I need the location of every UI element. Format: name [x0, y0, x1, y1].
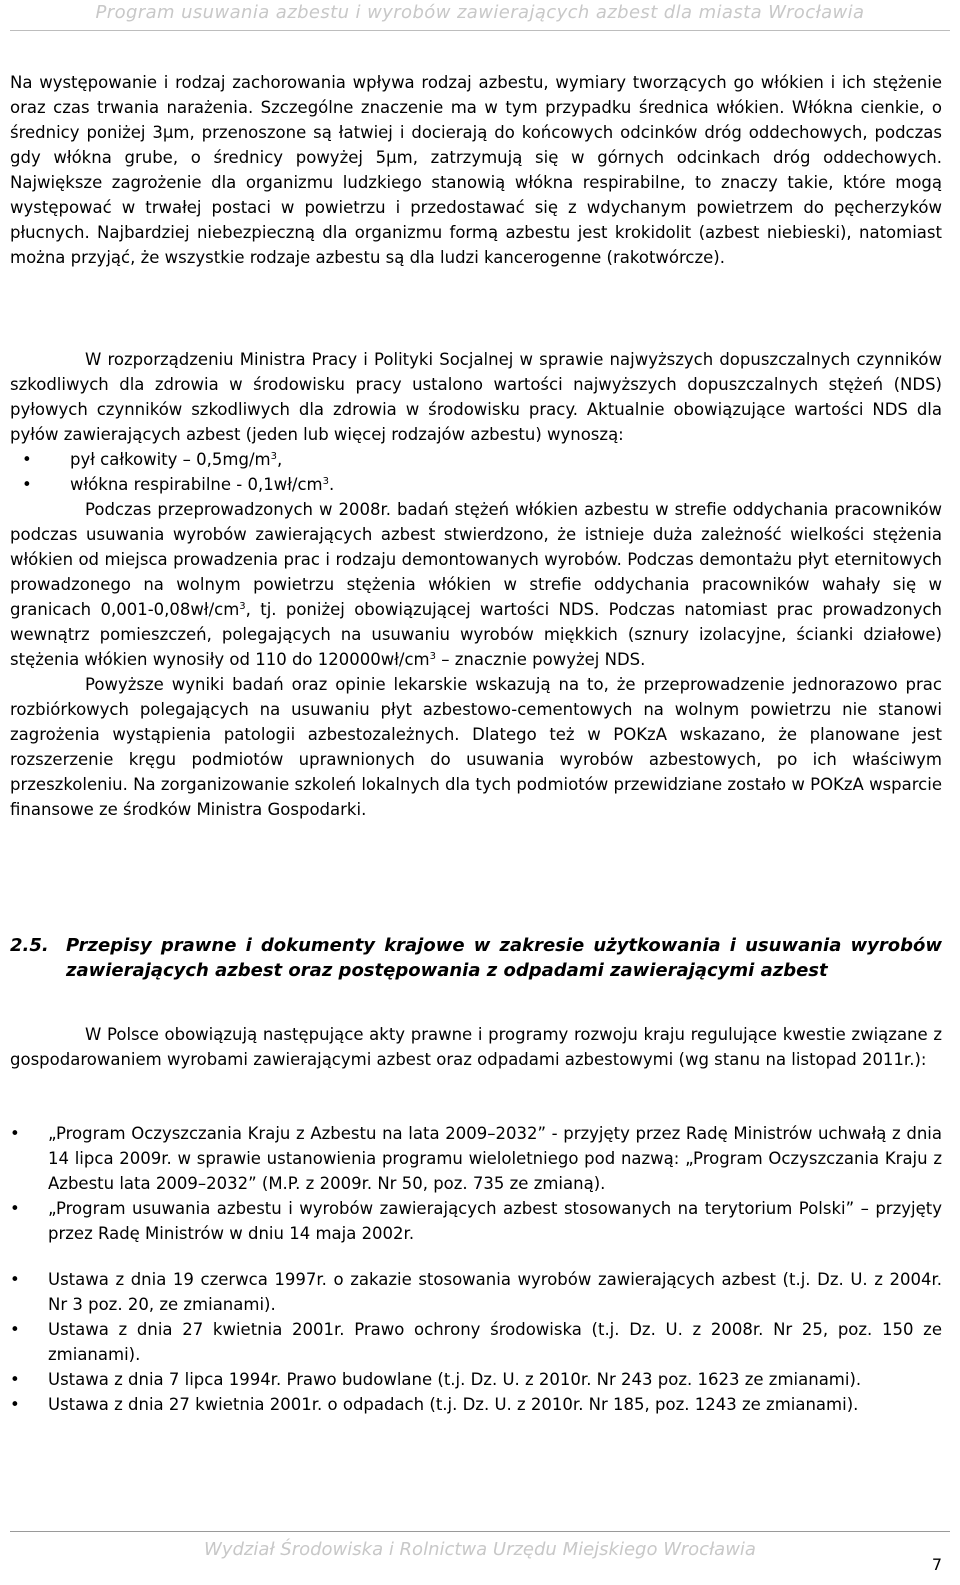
list-item: • „Program usuwania azbestu i wyrobów zawierających azbest stosowanych na terytorium Polski” – przyjęty przez Radę Ministrów w dniu 14 maja 2002r.: [10, 1196, 942, 1246]
paragraph-legal-intro-block: [10, 1022, 942, 1072]
running-header: Program usuwania azbestu i wyrobów zawierających azbest dla miasta Wrocławia: [10, 2, 950, 31]
list-item: • Ustawa z dnia 27 kwietnia 2001r. o odpadach (t.j. Dz. U. z 2010r. Nr 185, poz. 1243 ze zmianami).: [10, 1392, 942, 1417]
section-heading: [10, 933, 942, 983]
running-footer: Wydział Środowiska i Rolnictwa Urzędu Miejskiego Wrocławia: [204, 1539, 756, 1560]
list-item: • „Program Oczyszczania Kraju z Azbestu na lata 2009–2032” - przyjęty przez Radę Ministrów uchwałą z dnia 14 lipca 2009r. w sprawie ustanowienia programu wieloletniego pod nazwą: „Program Oczyszczania Kraju z Azbestu lata 2009–2032” (M.P. z 2009r. Nr 50, poz. 735 ze zmianą).: [10, 1121, 942, 1196]
paragraph-nds-block: [10, 347, 942, 822]
acts-list: [10, 1267, 942, 1417]
list-item: • włókna respirabilne - $0,1wł/cm^3$.: [10, 472, 942, 497]
section-title: Przepisy prawne i dokumenty krajowe w zakresie użytkowania i usuwania wyrobów zawierających azbest oraz postępowania z odpadami zawierającymi azbest: [66, 935, 942, 981]
paragraph-conclusions: Powyższe wyniki badań oraz opinie lekarskie wskazują na to, że przeprowadzenie jednorazowo prac rozbiórkowych polegających na usuwaniu płyt azbestowo-cementowych na wolnym powietrzu nie stanowi zagrożenia wystąpienia patologii azbestozależnych. Dlatego też w POKzA wskazano, że planowane jest rozszerzenie kręgu podmiotów uprawnionych do usuwania wyrobów azbestowych, po ich właściwym przeszkoleniu. Na zorganizowanie szkoleń lokalnych dla tych podmiotów przewidziane zostało w POKzA wsparcie finansowe ze środków Ministra Gospodarki.: [10, 675, 942, 819]
nds-values-list: [10, 447, 942, 497]
acts-block: [10, 1267, 942, 1417]
paragraph-text: Na występowanie i rodzaj zachorowania wpływa rodzaj azbestu, wymiary tworzących go włókien i ich stężenie oraz czas trwania narażenia. Szczególne znaczenie ma w tym przypadku średnica włókien. Włókna cienkie, o średnicy poniżej 3µm, przenoszone są łatwiej i docierają do końcowych odcinków dróg oddechowych, podczas gdy włókna grube, o średnicy powyżej 5µm, zatrzymują się w górnych odcinkach dróg oddechowych. Największe zagrożenie dla organizmu ludzkiego stanowią włókna respirabilne, to znaczy takie, które mogą występować w trwałej postaci w powietrzu i przedostawać się z wdychanym powietrzem do pęcherzyków płucnych. Najbardziej niebezpieczną dla organizmu formą azbestu jest krokidolit (azbest niebieski), natomiast można przyjąć, że wszystkie rodzaje azbestu są dla ludzi kancerogenne (rakotwórcze).: [10, 73, 942, 267]
page-number: 7: [931, 1555, 942, 1574]
section-number: 2.5.: [10, 935, 49, 956]
list-item: • pył całkowity – $0,5mg/m^3$,: [10, 447, 942, 472]
programs-list: [10, 1121, 942, 1246]
footer-divider: [10, 1531, 950, 1532]
list-item: • Ustawa z dnia 19 czerwca 1997r. o zakazie stosowania wyrobów zawierających azbest (t.j. Dz. U. z 2004r. Nr 3 poz. 20, ze zmianami).: [10, 1267, 942, 1317]
paragraph-nds-intro: W rozporządzeniu Ministra Pracy i Polityki Socjalnej w sprawie najwyższych dopuszczalnych czynników szkodliwych dla zdrowia w środowisku pracy ustalono wartości najwyższych dopuszczalnych stężeń (NDS) pyłowych czynników szkodliwych dla zdrowia w środowisku pracy. Aktualnie obowiązujące wartości NDS dla pyłów zawierających azbest (jeden lub więcej rodzajów azbestu) wynoszą:: [10, 350, 942, 444]
paragraph-fiber-health: [10, 70, 942, 270]
programs-block: [10, 1121, 942, 1246]
paragraph-measurements: Podczas przeprowadzonych w 2008r. badań stężeń włókien azbestu w strefie oddychania pracowników podczas usuwania wyrobów zawierających azbest stwierdzono, że istnieje duża zależność wielkości stężenia włókien od miejsca prowadzenia prac i rodzaju demontowanych wyrobów. Podczas demontażu płyt eternitowych prowadzonego na wolnym powietrzu stężenia włókien w strefie oddychania pracowników wahały się w granicach $0,001-0,08wł/cm^3$, tj. poniżej obowiązującej wartości NDS. Podczas natomiast prac prowadzonych wewnątrz pomieszczeń, polegających na usuwaniu wyrobów miękkich (sznury izolacyjne, ścianki działowe) stężenia włókien wynosiły od 110 do $120000wł/cm^3$ – znacznie powyżej NDS.: [10, 500, 943, 669]
list-item: • Ustawa z dnia 7 lipca 1994r. Prawo budowlane (t.j. Dz. U. z 2010r. Nr 243 poz. 1623 ze zmianami).: [10, 1367, 942, 1392]
paragraph-legal-intro: W Polsce obowiązują następujące akty prawne i programy rozwoju kraju regulujące kwestie związane z gospodarowaniem wyrobami zawierającymi azbest oraz odpadami azbestowymi (wg stanu na listopad 2011r.):: [10, 1025, 942, 1069]
list-item: • Ustawa z dnia 27 kwietnia 2001r. Prawo ochrony środowiska (t.j. Dz. U. z 2008r. Nr 25, poz. 150 ze zmianami).: [10, 1317, 942, 1367]
